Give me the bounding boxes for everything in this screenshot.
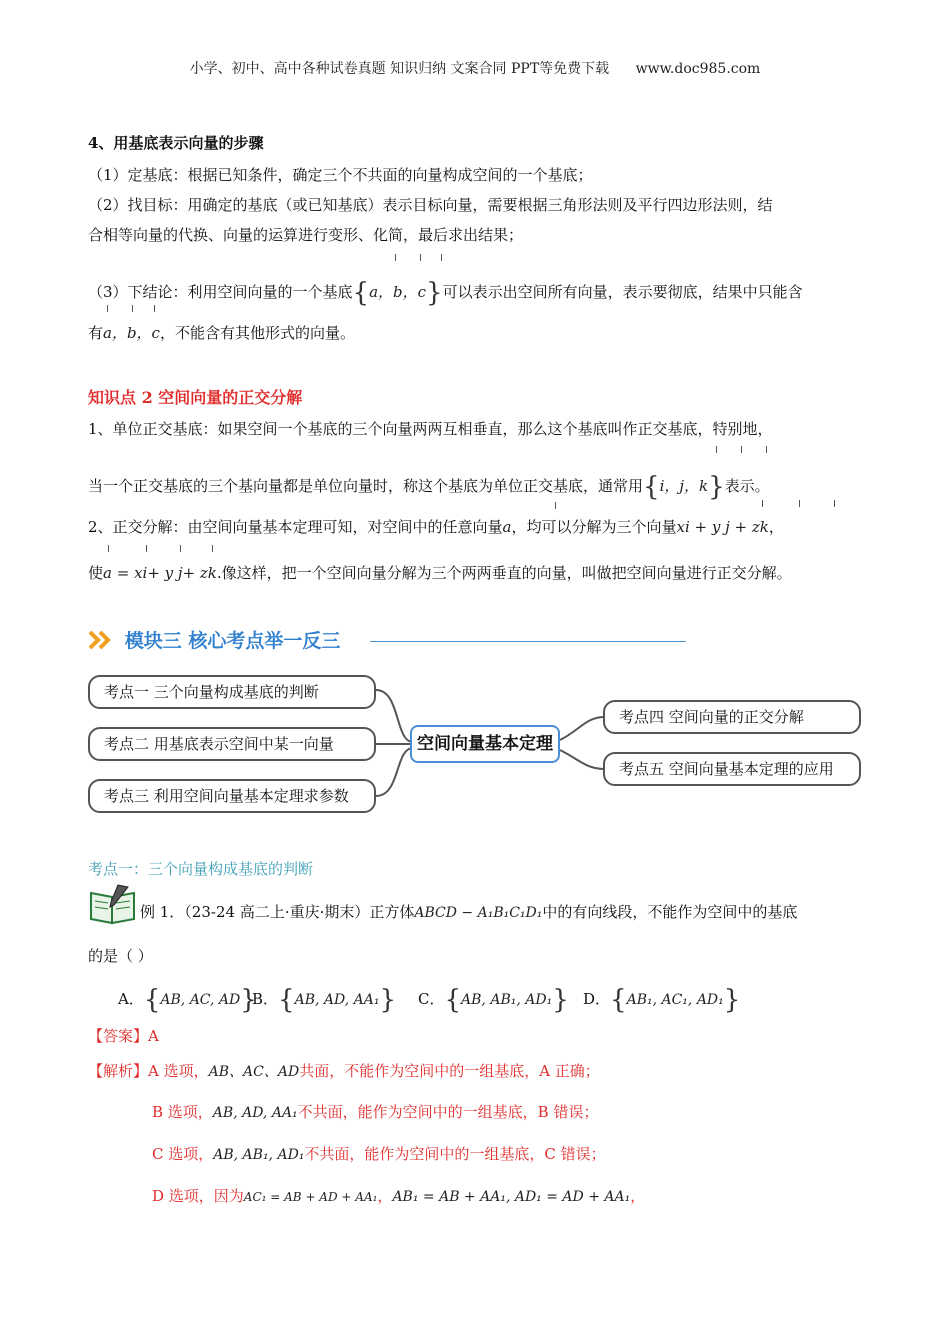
analysis-b-post: 不共面，能作为空间中的一组基底，B 错误； [297,1103,599,1121]
option-d-set: AB₁, AC₁, AD₁ [626,992,724,1008]
option-c[interactable]: C．{AB, AB₁, AD₁} [418,985,569,1015]
analysis-d-post: ， [377,1187,393,1205]
option-c-set: AB, AB₁, AD₁ [461,992,553,1008]
section4-step1: （1）定基底：根据已知条件，确定三个不共面的向量构成空间的一个基底； [88,166,593,184]
kp2-eq: a = xi+ y j+ zk [103,564,217,582]
option-b-set: AB, AD, AA₁ [294,992,380,1008]
kp2-p2-line1-post: ， [768,518,784,536]
kp2-p2-line2-pre: 使 [88,564,104,582]
analysis-a-expr: AB、AC、AD [208,1064,300,1080]
analysis-b-pre: B 选项， [152,1103,213,1121]
answer-line [88,1025,159,1046]
header-text: 小学、初中、高中各种试卷真题 知识归纳 文案合同 PPT等免费下载 [189,61,610,77]
book-pencil-icon [88,883,138,925]
mindmap-center: 空间向量基本定理 [410,725,560,763]
section4-title: 4、用基底表示向量的步骤 [88,134,264,152]
analysis-c-expr: AB, AB₁, AD₁ [213,1147,305,1163]
kd1-title: 考点一：三个向量构成基底的判断 [88,860,314,878]
kp2-p2-line1 [88,516,784,537]
kd1-example-post: 中的有向线段，不能作为空间中的基底 [542,903,798,921]
kp2-p1-line1: 1、单位正交基底：如果空间一个基底的三个向量两两互相垂直，那么这个基底叫作正交基底，特别地， [88,420,773,438]
module-heading [88,626,340,653]
kp2-expr: xi + y j + zk [676,518,769,536]
kp2-title: 知识点 2 空间向量的正交分解 [88,388,303,407]
step3-line2-post: ，不能含有其他形式的向量。 [159,324,355,342]
header-url[interactable]: www.doc985.com [635,61,761,77]
kp2-p1-line2: 当一个正交基底的三个基向量都是单位向量时，称这个基底为单位正交基底，通常用{i，j，k}表示。 [88,472,770,502]
module-title: 模块三 核心考点举一反三 [124,630,341,652]
mindmap-node-2: 考点二 用基底表示空间中某一向量 [88,727,376,761]
option-b-label: B． [252,990,279,1008]
kp2-p2-line2 [88,562,792,583]
mindmap-node-3: 考点三 利用空间向量基本定理求参数 [88,779,376,813]
double-chevron-icon [88,628,120,652]
kd1-example-pre: 例 1．（23-24 高二上·重庆·期末）正方体 [140,903,415,921]
step3-line2-pre: 有 [88,324,104,342]
kd1-example-solid: ABCD − A₁B₁C₁D₁ [414,905,543,921]
analysis-line-d [152,1185,645,1206]
kp2-p2-line1-pre: 2、正交分解：由空间向量基本定理可知，对空间中的任意向量 [88,518,503,536]
analysis-line-a [88,1060,600,1081]
kp2-p2-line1-mid: ，均可以分解为三个向量 [511,518,677,536]
mindmap-node-4: 考点四 空间向量的正交分解 [603,700,861,734]
module-rule [370,641,686,642]
section4-step3-line1: （3）下结论：利用空间向量的一个基底{a，b，c}可以表示出空间所有向量，表示要彻底，结果中只能含 [88,278,803,308]
section4-step2-line1: （2）找目标：用确定的基底（或已知基底）表示目标向量，需要根据三角形法则及平行四边形法则，结 [88,196,773,214]
analysis-b-expr: AB, AD, AA₁ [212,1105,298,1121]
step3-line2-vec: a，b，c [103,324,160,342]
mindmap-node-1: 考点一 三个向量构成基底的判断 [88,675,376,709]
analysis-a-post: 共面，不能作为空间中的一组基底，A 正确； [299,1062,600,1080]
kp2-vec-a: a [502,518,512,536]
kp2-p1-line2-pre: 当一个正交基底的三个基向量都是单位向量时，称这个基底为单位正交基底，通常用 [88,477,644,495]
option-d[interactable]: D．{AB₁, AC₁, AD₁} [583,985,741,1015]
analysis-d-expr: AC₁ = AB + AD + AA₁ [243,1190,378,1204]
kd1-example-line1 [140,901,797,922]
answer-tag: 【答案】 [88,1027,149,1045]
answer-value: A [148,1027,159,1045]
option-a[interactable]: A．{AB, AC, AD} [118,985,257,1015]
kp2-basis-ijk: i，j，k [659,477,709,495]
analysis-d-post2: ， [630,1187,646,1205]
analysis-d-expr2: AB₁ = AB + AA₁, AD₁ = AD + AA₁ [392,1189,631,1205]
section4-step3-line2 [88,322,355,343]
option-c-label: C． [418,990,445,1008]
analysis-line-b [152,1101,598,1122]
option-a-label: A． [118,990,144,1008]
analysis-a-pre: A 选项， [148,1062,209,1080]
kd1-example-line2: 的是（ ） [88,947,153,965]
step3-basis: a，b，c [369,283,427,301]
analysis-line-c [152,1143,606,1164]
step3-part2: 可以表示出空间所有向量，表示要彻底，结果中只能含 [442,283,803,301]
option-b[interactable]: B．{AB, AD, AA₁} [252,985,396,1015]
analysis-tag: 【解析】 [88,1062,149,1080]
option-a-set: AB, AC, AD [160,992,241,1008]
kp2-p1-line2-post: 表示。 [724,477,770,495]
mindmap-node-5: 考点五 空间向量基本定理的应用 [603,752,861,786]
kp2-p2-line2-post: .像这样，把一个空间向量分解为三个两两垂直的向量，叫做把空间向量进行正交分解。 [216,564,792,582]
step3-part1: （3）下结论：利用空间向量的一个基底 [88,283,353,301]
option-d-label: D． [583,990,611,1008]
page-header [0,58,950,78]
analysis-c-post: 不共面，能作为空间中的一组基底，C 错误； [304,1145,606,1163]
analysis-d-pre: D 选项，因为 [152,1187,244,1205]
section4-step2-line2: 合相等向量的代换、向量的运算进行变形、化简，最后求出结果； [88,226,524,244]
analysis-c-pre: C 选项， [152,1145,214,1163]
